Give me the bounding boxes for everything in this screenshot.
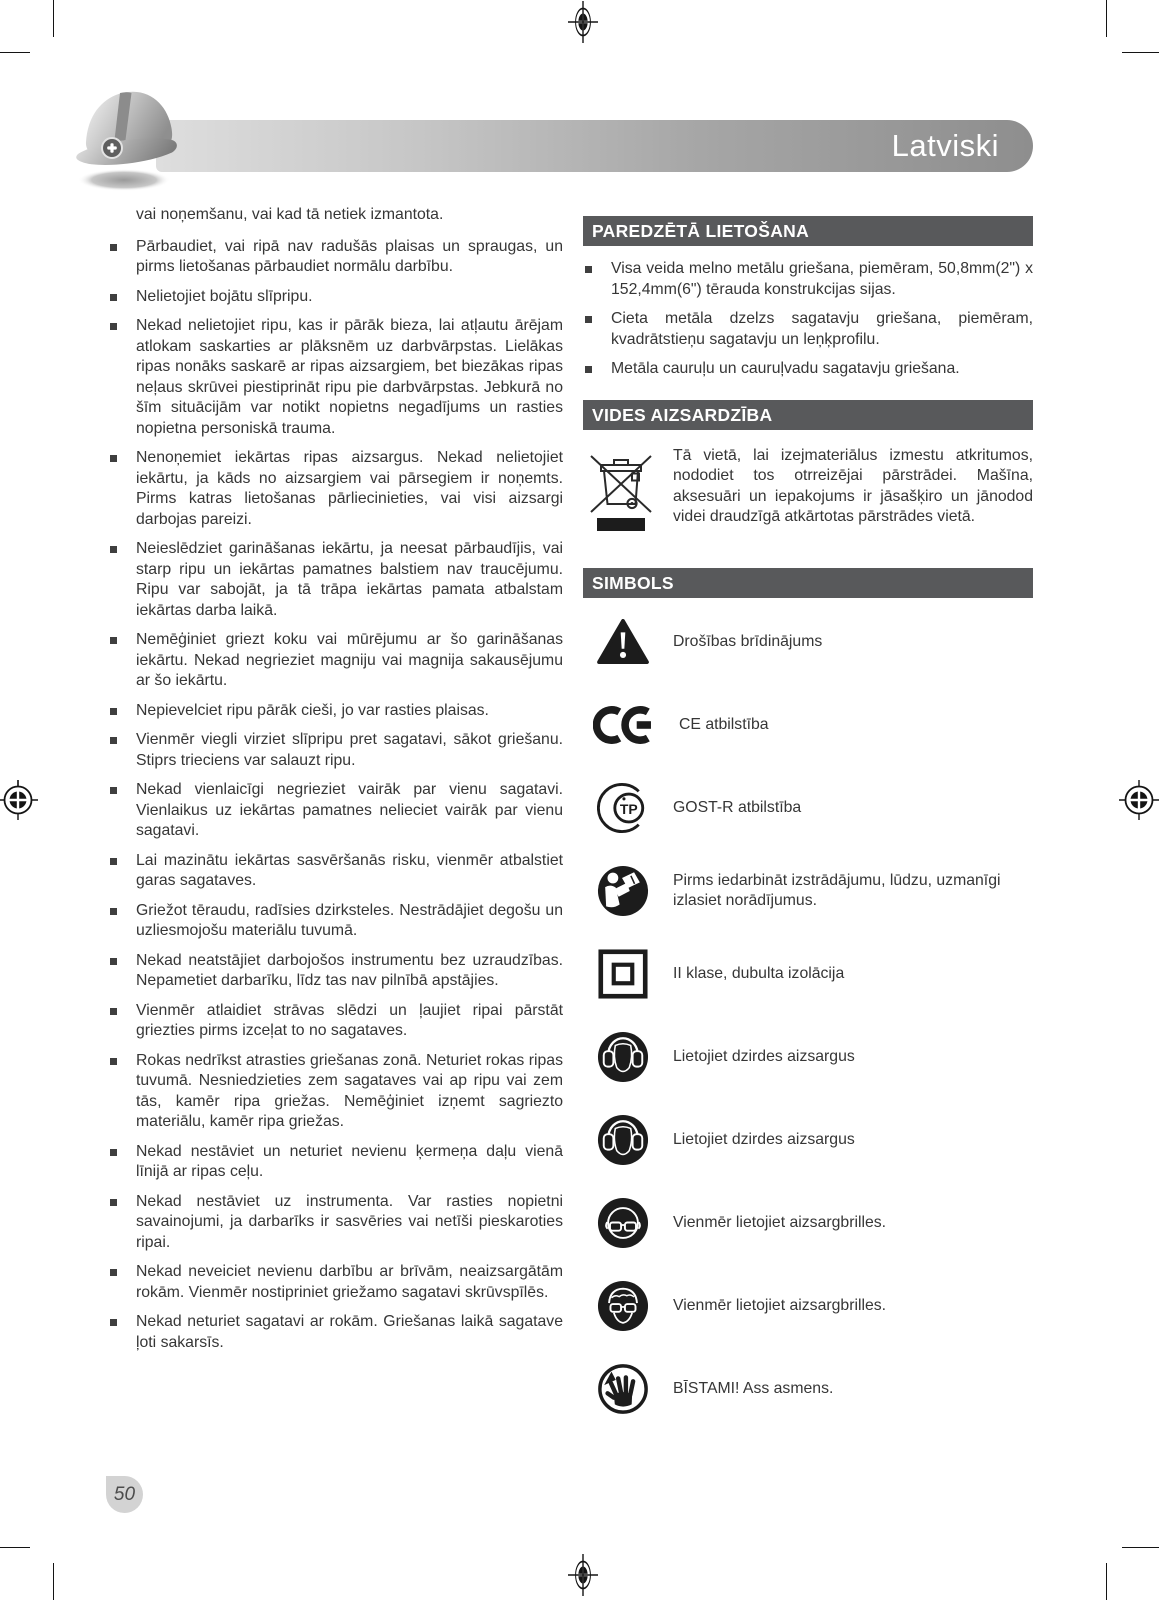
warning-triangle-icon: [593, 619, 653, 665]
list-item: [108, 951, 563, 992]
bullet-icon: [110, 708, 117, 715]
crop-mark: [53, 1563, 54, 1600]
bullet-icon: [110, 294, 117, 301]
list-item: [108, 205, 563, 226]
page-number-badge: [106, 1476, 143, 1513]
ear-protection-icon: [593, 1031, 653, 1083]
list-item: [108, 701, 563, 722]
crop-mark: [0, 1547, 30, 1548]
symbol-row: [583, 780, 1033, 836]
registration-mark-icon: [0, 778, 40, 822]
list-item: [108, 1262, 563, 1303]
list-item: [108, 1001, 563, 1042]
symbol-label: Drošības brīdinājums: [673, 632, 823, 650]
list-item-text: Nekad nelietojiet ripu, kas ir pārāk bieza, lai atļautu ārējam atlokam saskarties ar plāksnēm uz darbvārpstas. Lielākas ripas nonāks saskarē ar ripas aizsargiem, bet biezākas ripas neļaus skrūvei piestiprināt ripu pie darbvārpstas. Jebkurā no šīm situācijām var notikt nopietns negadījums un rasties nopietna personiskā trauma.: [136, 317, 563, 437]
class-ii-icon: [593, 949, 653, 999]
symbol-label: Lietojiet dzirdes aizsargus: [673, 1047, 855, 1065]
list-item: [108, 1312, 563, 1353]
list-item-text: Rokas nedrīkst atrasties griešanas zonā. Neturiet rokas ripas tuvumā. Nesniedzieties zem sagataves vai ap ripu vai zem tās, kamēr ripa griežas. Nemēģiniet izņemt sagriezto materiālu, kamēr ripa griežas.: [136, 1051, 563, 1130]
safety-instructions-column: [108, 205, 563, 1362]
weee-bin-icon: [583, 446, 673, 545]
gost-r-icon: [593, 782, 653, 834]
bullet-icon: [110, 858, 117, 865]
registration-mark-icon: [561, 1553, 605, 1597]
symbol-row: [583, 1361, 1033, 1417]
symbol-label: Vienmēr lietojiet aizsargbrilles.: [673, 1296, 887, 1314]
environment-block: [583, 446, 1033, 545]
crop-mark: [53, 0, 54, 37]
list-item: [583, 309, 1033, 350]
ear-protection-icon: [593, 1114, 653, 1166]
symbol-row: [583, 1112, 1033, 1168]
list-item: [108, 630, 563, 692]
sharp-blade-icon: [593, 1363, 653, 1415]
environment-text: Tā vietā, lai izejmateriālus izmestu atkritumos, nododiet tos otrreizējai pārstrādei. Mašīna, aksesuāri un iepakojums ir jāsašķiro un jānodod videi draudzīgā atkārtotas pārstrādes vietā.: [673, 446, 1033, 525]
list-item: [583, 259, 1033, 300]
symbol-label: CE atbilstība: [679, 715, 769, 733]
bullet-icon: [110, 1269, 117, 1276]
list-item: [108, 316, 563, 439]
language-label: Latviski: [891, 128, 999, 163]
list-item-text: Griežot tēraudu, radīsies dzirksteles. Nestrādājiet degošu un uzliesmojošu materiālu tuvumā.: [136, 901, 563, 939]
bullet-icon: [585, 366, 592, 373]
list-item-text: Lai mazinātu iekārtas sasvēršanās risku, vienmēr atbalstiet garas sagataves.: [136, 851, 563, 889]
list-item: [108, 851, 563, 892]
list-item: [583, 359, 1033, 380]
symbol-row: [583, 1029, 1033, 1085]
read-manual-icon: [593, 865, 653, 917]
bullet-icon: [110, 1149, 117, 1156]
symbol-label: BĪSTAMI! Ass asmens.: [673, 1379, 834, 1397]
list-item-text: Nelietojiet bojātu slīpripu.: [136, 287, 313, 305]
bullet-icon: [110, 323, 117, 330]
bullet-icon: [110, 958, 117, 965]
symbol-row: [583, 1195, 1033, 1251]
list-item-text: Cieta metāla dzelzs sagatavju griešana, piemēram, kvadrātstieņu sagatavju un leņķprofilu.: [611, 310, 1033, 348]
safety-glasses-icon: [593, 1197, 653, 1249]
list-item-text: Visa veida melno metālu griešana, piemēram, 50,8mm(2") x 152,4mm(6") tērauda konstrukcijas sijas.: [611, 260, 1033, 298]
crop-mark: [0, 52, 30, 53]
list-item: [108, 1142, 563, 1183]
bullet-icon: [110, 455, 117, 462]
bullet-icon: [110, 1058, 117, 1065]
list-item-text: Nekad nestāviet un neturiet nevienu ķermeņa daļu vienā līnijā ar ripas ceļu.: [136, 1142, 563, 1180]
crop-mark: [1106, 0, 1107, 37]
bullet-icon: [110, 908, 117, 915]
section-header-environment: VIDES AIZSARDZĪBA: [583, 400, 1033, 430]
symbol-row: [583, 1278, 1033, 1334]
bullet-icon: [585, 316, 592, 323]
symbol-row: [583, 863, 1033, 919]
list-item-text: Vienmēr viegli virziet slīpripu pret sagatavi, sākot griešanu. Stiprs trieciens var salauzt ripu.: [136, 731, 563, 769]
safety-glasses-icon: [593, 1280, 653, 1332]
list-item: [108, 1192, 563, 1254]
symbol-label: Vienmēr lietojiet aizsargbrilles.: [673, 1213, 887, 1231]
symbol-label: Lietojiet dzirdes aizsargus: [673, 1130, 855, 1148]
list-item-text: Pārbaudiet, vai ripā nav radušās plaisas un spraugas, un pirms lietošanas pārbaudiet normālu darbību.: [136, 237, 563, 275]
list-item: [108, 287, 563, 308]
bullet-icon: [110, 637, 117, 644]
list-item: [108, 901, 563, 942]
bullet-icon: [110, 737, 117, 744]
list-item-text: Nekad neatstājiet darbojošos instrumentu bez uzraudzības. Nepametiet darbarīku, līdz tas nav pilnībā apstājies.: [136, 951, 563, 989]
symbol-row: [583, 946, 1033, 1002]
list-item-text: Nepievelciet ripu pārāk cieši, jo var rasties plaisas.: [136, 701, 489, 719]
ce-mark-icon: [593, 703, 659, 747]
section-header-intended-use: PAREDZĒTĀ LIETOŠANA: [583, 216, 1033, 246]
list-item-text: Nekad vienlaicīgi negrieziet vairāk par vienu sagatavi. Vienlaikus uz iekārtas pamatnes nelieciet vairāk par vienu sagatavi.: [136, 781, 563, 839]
language-banner: [156, 120, 1033, 172]
info-column: [583, 216, 1033, 1444]
list-item-text: Nenoņemiet iekārtas ripas aizsargus. Nekad nelietojiet iekārtu, ja kāds no aizsargiem vai pārsegiem ir noņemts. Pirms katras lietošanas pārliecinieties, vai visi aizsargi darbojas pareizi.: [136, 449, 563, 528]
hard-hat-icon: [70, 74, 188, 196]
list-item-text: Nekad nestāviet uz instrumenta. Var rasties nopietni savainojumi, ja darbarīks ir sasvēries vai netīši pieskaroties ripai.: [136, 1192, 563, 1251]
bullet-icon: [110, 1199, 117, 1206]
bullet-icon: [585, 266, 592, 273]
section-header-symbols: SIMBOLS: [583, 568, 1033, 598]
list-item: [108, 780, 563, 842]
list-item: [108, 1051, 563, 1133]
crop-mark: [1122, 52, 1159, 53]
list-item-text: vai noņemšanu, vai kad tā netiek izmantota.: [136, 206, 444, 223]
symbol-label: II klase, dubulta izolācija: [673, 964, 845, 982]
list-item-text: Nekad neturiet sagatavi ar rokām. Griešanas laikā sagatave ļoti sakarsīs.: [136, 1313, 563, 1351]
bullet-icon: [110, 1008, 117, 1015]
svg-text:TP: TP: [619, 800, 638, 817]
symbols-list: [583, 614, 1033, 1417]
symbol-label: GOST-R atbilstība: [673, 798, 802, 816]
registration-mark-icon: [1117, 778, 1159, 822]
list-item-text: Metāla cauruļu un cauruļvadu sagatavju griešana.: [611, 360, 960, 377]
list-item: [108, 539, 563, 621]
symbol-row: [583, 697, 1033, 753]
list-item-text: Nemēģiniet griezt koku vai mūrējumu ar šo garināšanas iekārtu. Nekad negrieziet magniju vai magnija sakausējumu ar šo iekārtu.: [136, 631, 563, 689]
symbol-row: [583, 614, 1033, 670]
bullet-icon: [110, 244, 117, 251]
list-item: [108, 730, 563, 771]
symbol-label: Pirms iedarbināt izstrādājumu, lūdzu, uzmanīgi izlasiet norādījumus.: [673, 871, 1001, 909]
list-item-text: Vienmēr atlaidiet strāvas slēdzi un ļaujiet ripai pārstāt griezties pirms izceļat to no sagataves.: [136, 1001, 563, 1039]
crop-mark: [1122, 1547, 1159, 1548]
registration-mark-icon: [561, 0, 605, 44]
list-item: [108, 237, 563, 278]
list-item: [108, 448, 563, 530]
list-item-text: Nekad neveiciet nevienu darbību ar brīvām, neaizsargātām rokām. Vienmēr nostipriniet griežamo sagatavi skrūvspīlēs.: [136, 1263, 563, 1301]
list-item-text: Neieslēdziet garināšanas iekārtu, ja neesat pārbaudījis, vai starp ripu un iekārtas pamatnes balstiem nav traucējumu. Ripu var sabojāt, ja tā trāpa iekārtas pamata atbalstam iekārtas darba laikā.: [136, 540, 563, 619]
bullet-icon: [110, 787, 117, 794]
page-number: 50: [113, 1483, 136, 1505]
bullet-icon: [110, 546, 117, 553]
crop-mark: [1106, 1563, 1107, 1600]
bullet-icon: [110, 1319, 117, 1326]
